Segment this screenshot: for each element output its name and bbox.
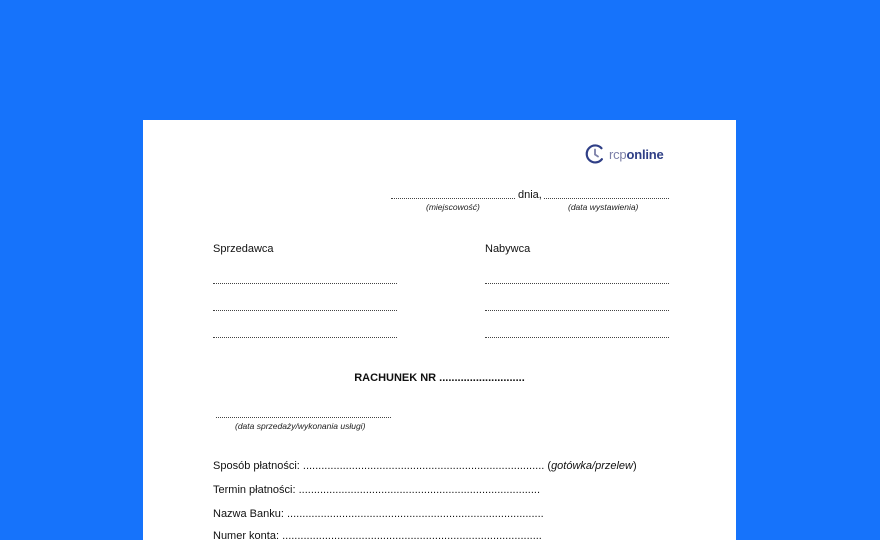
invoice-document bbox=[143, 120, 736, 540]
payment-method-hint: (gotówka/przelew) bbox=[547, 460, 637, 472]
sale-date-caption: (data sprzedaży/wykonania usługi) bbox=[235, 421, 366, 431]
bank-name-field: Nazwa Banku: .................................................................................... bbox=[213, 508, 544, 520]
seller-line-3 bbox=[213, 337, 397, 338]
logo-online: online bbox=[626, 146, 664, 162]
buyer-line-3 bbox=[485, 337, 669, 338]
issue-date-caption: (data wystawienia) bbox=[568, 202, 639, 212]
seller-label: Sprzedawca bbox=[213, 243, 274, 255]
payment-method-label: Sposób płatności: ............................................................................... bbox=[213, 460, 545, 472]
payment-method-hint-text: gotówka/przelew bbox=[551, 460, 633, 472]
seller-line-1 bbox=[213, 283, 397, 284]
issue-date-dotted-line bbox=[544, 198, 669, 199]
place-caption: (miejscowość) bbox=[426, 202, 480, 212]
dnia-label: dnia, bbox=[518, 189, 542, 201]
place-dotted-line bbox=[391, 198, 515, 199]
payment-method-field bbox=[213, 460, 637, 473]
buyer-line-1 bbox=[485, 283, 669, 284]
buyer-label: Nabywca bbox=[485, 243, 531, 255]
account-number-field: Numer konta: ..................................................................................... bbox=[213, 530, 542, 540]
sale-date-dotted-line bbox=[216, 417, 391, 418]
clock-icon bbox=[584, 143, 606, 165]
rcponline-logo bbox=[584, 142, 664, 166]
buyer-line-2 bbox=[485, 310, 669, 311]
invoice-title: RACHUNEK NR ............................ bbox=[354, 372, 525, 384]
logo-rcp: rcp bbox=[609, 146, 627, 162]
seller-line-2 bbox=[213, 310, 397, 311]
logo-wordmark bbox=[609, 148, 664, 161]
payment-term-field: Termin płatności: ............................................................................... bbox=[213, 484, 541, 496]
